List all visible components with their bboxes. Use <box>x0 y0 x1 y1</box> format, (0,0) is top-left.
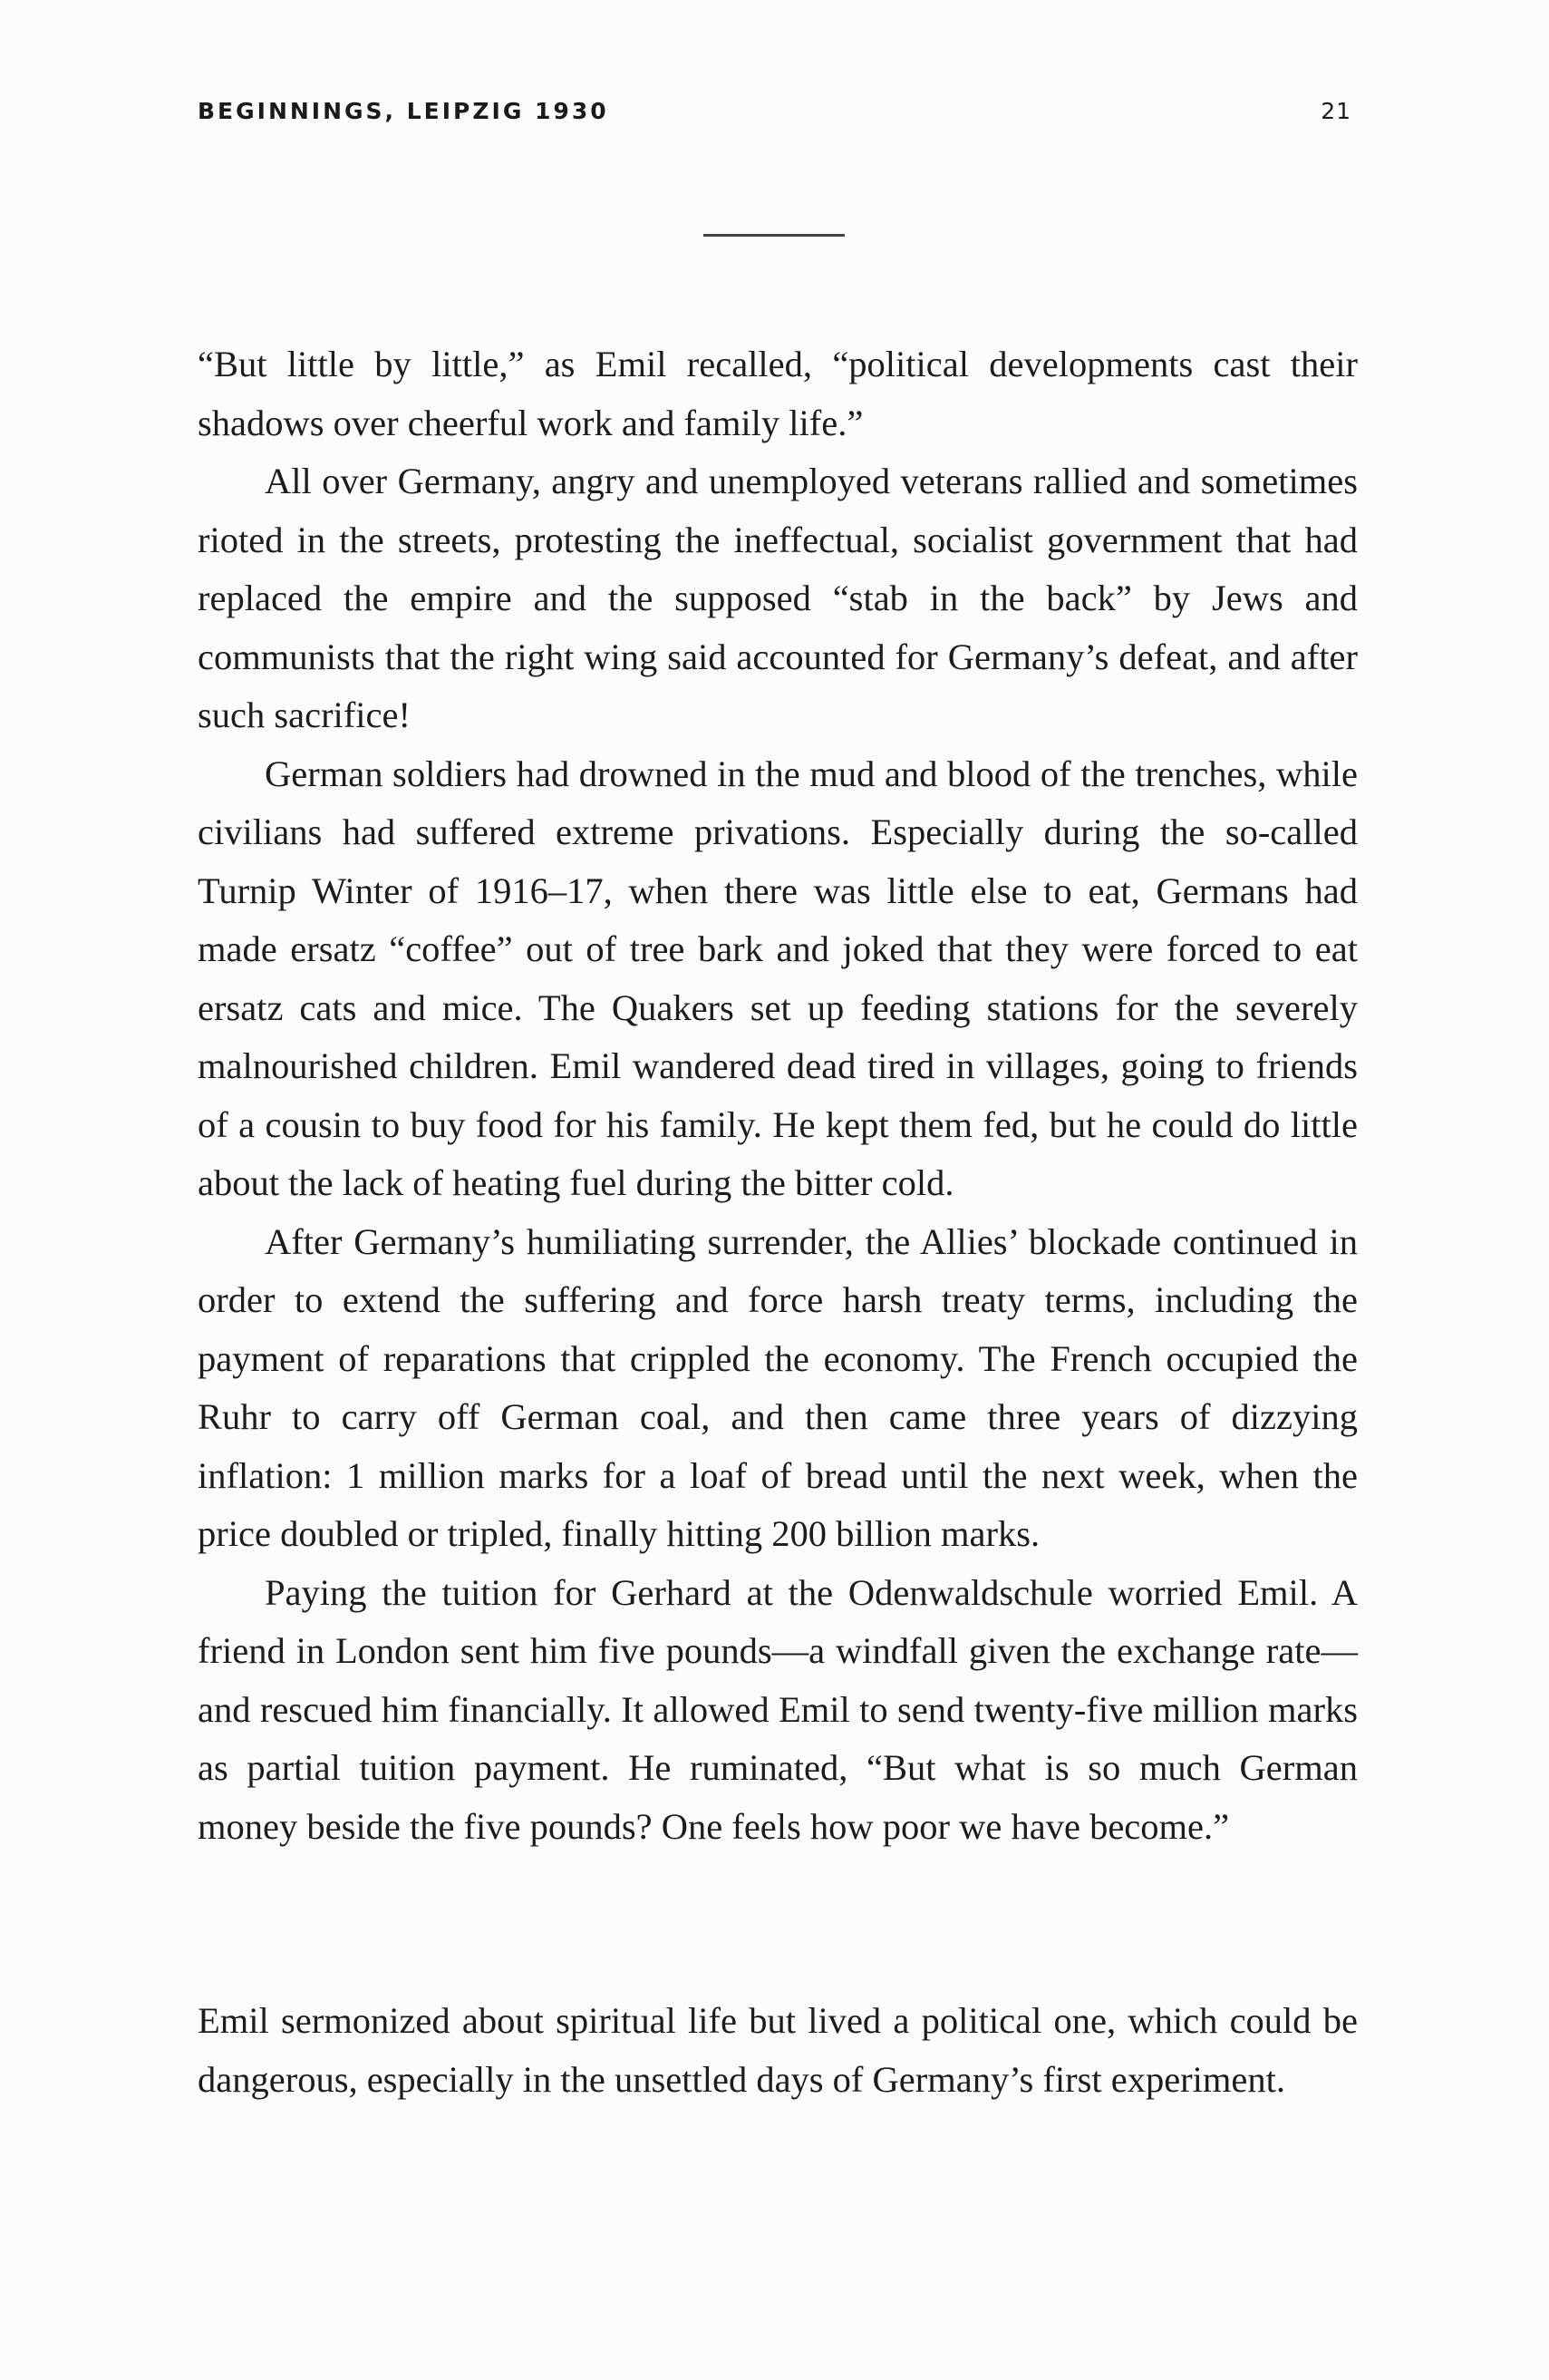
paragraph: Emil sermonized about spiritual life but lived a political one, which could be dangerous, especially in the unsettled days of Germany’s first experiment. <box>198 2000 1358 2100</box>
paragraph: “But little by little,” as Emil recalled, “political developments cast their shadows over cheerful work and family life.” <box>198 344 1358 443</box>
paragraph: Paying the tuition for Gerhard at the Odenwaldschule worried Emil. A friend in London sent him five pounds—a windfall given the exchange rate—and rescued him financially. It allowed Emil to send twenty-five million marks as partial tuition payment. He ruminated, “But what is so much German money beside the five pounds? One feels how poor we have become.” <box>198 1571 1358 1847</box>
section-two-text <box>198 1992 1358 2109</box>
section-divider <box>703 234 845 237</box>
paragraph: German soldiers had drowned in the mud and blood of the trenches, while civilians had suffered extreme privations. Especially during the so-called Turnip Winter of 1916–17, when there was little else to eat, Germans had made ersatz “coffee” out of tree bark and joked that they were forced to eat ersatz cats and mice. The Quakers set up feeding stations for the severely malnourished children. Emil wandered dead tired in villages, going to friends of a cousin to buy food for his family. He kept them fed, but he could do little about the lack of heating fuel during the bitter cold. <box>198 753 1358 1203</box>
page-number: 21 <box>1321 98 1351 124</box>
paragraph: After Germany’s humiliating surrender, the Allies’ blockade continued in order to extend the suffering and force harsh treaty terms, including the payment of reparations that crippled the economy. The French occupied the Ruhr to carry off German coal, and then came three years of dizzying inflation: 1 million marks for a loaf of bread until the next week, when the price doubled or tripled, finally hitting 200 billion marks. <box>198 1220 1358 1554</box>
section-one-text <box>198 335 1358 1856</box>
running-head: BEGINNINGS, LEIPZIG 1930 <box>198 98 609 124</box>
paragraph: All over Germany, angry and unemployed veterans rallied and sometimes rioted in the streets, protesting the ineffectual, socialist government that had replaced the empire and the supposed “stab in the back” by Jews and communists that the right wing said accounted for Germany’s defeat, and after such sacrifice! <box>198 461 1358 735</box>
